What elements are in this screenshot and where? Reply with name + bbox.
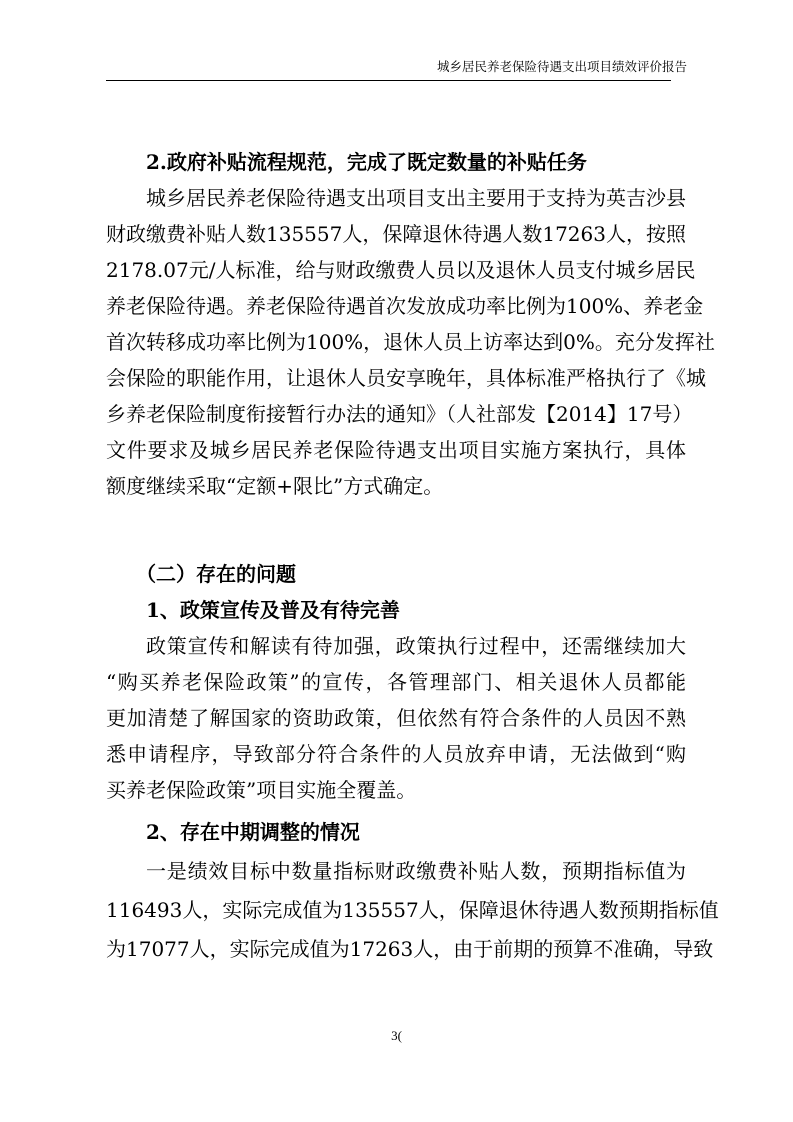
paragraph-line: 政策宣传和解读有待加强，政策执行过程中，还需继续加大 bbox=[146, 634, 686, 658]
paragraph-line: 文件要求及城乡居民养老保险待遇支出项目实施方案执行，具体 bbox=[106, 438, 686, 462]
paragraph-line: “购买养老保险政策”的宣传，各管理部门、相关退休人员都能 bbox=[106, 670, 686, 694]
paragraph-line: 买养老保险政策”项目实施全覆盖。 bbox=[106, 778, 417, 802]
paragraph-line: 2178.07元/人标准，给与财政缴费人员以及退休人员支付城乡居民 bbox=[106, 258, 696, 282]
running-header: 城乡居民养老保险待遇支出项目绩效评价报告 bbox=[436, 59, 687, 74]
section-heading-problems: （二）存在的问题 bbox=[136, 562, 296, 586]
paragraph-line: 城乡居民养老保险待遇支出项目支出主要用于支持为英吉沙县 bbox=[146, 186, 686, 210]
paragraph-line: 悉申请程序，导致部分符合条件的人员放弃申请，无法做到“购 bbox=[106, 742, 686, 766]
subsection-heading-midterm-adjustment: 2、存在中期调整的情况 bbox=[146, 820, 360, 844]
section-heading-subsidy-process: 2.政府补贴流程规范，完成了既定数量的补贴任务 bbox=[146, 150, 587, 174]
paragraph-line: 首次转移成功率比例为100%，退休人员上访率达到0%。充分发挥社 bbox=[106, 330, 715, 354]
paragraph-line: 额度继续采取“定额+限比”方式确定。 bbox=[106, 474, 444, 498]
paragraph-line: 会保险的职能作用，让退休人员安享晚年，具体标准严格执行了《城 bbox=[106, 366, 706, 390]
header-divider bbox=[106, 80, 671, 81]
paragraph-line: 更加清楚了解国家的资助政策，但依然有符合条件的人员因不熟 bbox=[106, 706, 686, 730]
paragraph-line: 养老保险待遇。养老保险待遇首次发放成功率比例为100%、养老金 bbox=[106, 294, 704, 318]
paragraph-line: 116493人，实际完成值为135557人，保障退休待遇人数预期指标值 bbox=[106, 898, 719, 922]
paragraph-line: 财政缴费补贴人数135557人，保障退休待遇人数17263人，按照 bbox=[106, 222, 686, 246]
paragraph-line: 乡养老保险制度衔接暂行办法的通知》（人社部发【2014】17号） bbox=[106, 402, 693, 426]
paragraph-line: 为17077人，实际完成值为17263人，由于前期的预算不准确，导致 bbox=[106, 937, 714, 961]
page-number: 3( bbox=[391, 1028, 402, 1043]
subsection-heading-publicity: 1、政策宣传及普及有待完善 bbox=[146, 598, 400, 622]
paragraph-line: 一是绩效目标中数量指标财政缴费补贴人数，预期指标值为 bbox=[146, 859, 686, 883]
